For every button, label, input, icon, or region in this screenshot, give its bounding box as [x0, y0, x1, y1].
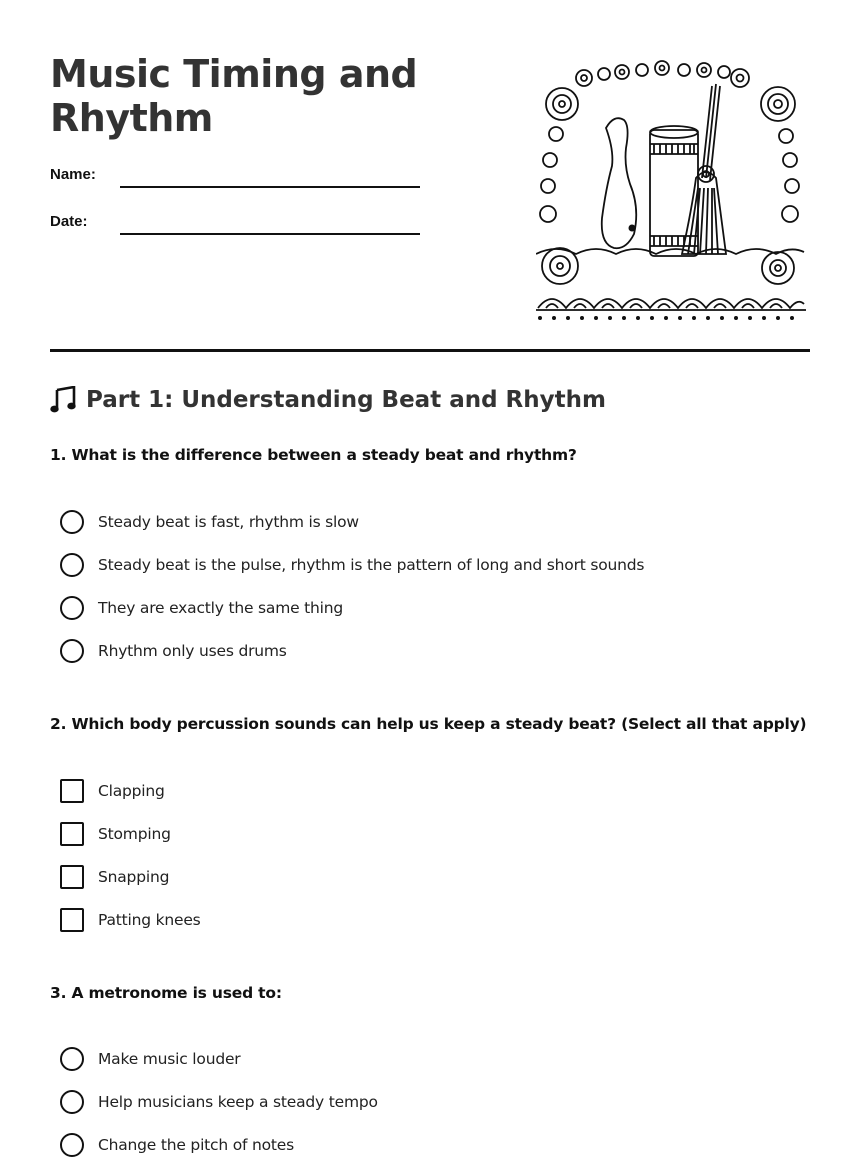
music-note-icon — [50, 386, 76, 414]
option-label: Steady beat is fast, rhythm is slow — [98, 513, 359, 531]
question-2-text: 2. Which body percussion sounds can help us keep a steady beat? (Select all that apply) — [50, 715, 807, 733]
option-label: Rhythm only uses drums — [98, 642, 287, 660]
q2-option-1[interactable] — [60, 778, 165, 804]
option-label: Clapping — [98, 782, 165, 800]
q3-option-3[interactable] — [60, 1132, 294, 1158]
option-label: Help musicians keep a steady tempo — [98, 1093, 378, 1111]
q1-option-1[interactable] — [60, 509, 359, 535]
radio-button[interactable] — [60, 1133, 84, 1157]
name-label: Name: — [50, 166, 96, 183]
radio-button[interactable] — [60, 1047, 84, 1071]
section-heading-part1 — [50, 386, 606, 414]
radio-button[interactable] — [60, 553, 84, 577]
header-divider — [50, 349, 810, 352]
option-label: Make music louder — [98, 1050, 241, 1068]
section-heading-text: Part 1: Understanding Beat and Rhythm — [86, 387, 606, 413]
radio-button[interactable] — [60, 1090, 84, 1114]
question-3-text: 3. A metronome is used to: — [50, 984, 282, 1002]
checkbox[interactable] — [60, 908, 84, 932]
option-label: Steady beat is the pulse, rhythm is the pattern of long and short sounds — [98, 556, 645, 574]
option-label: Change the pitch of notes — [98, 1136, 294, 1154]
name-field[interactable] — [120, 186, 420, 188]
worksheet-title: Music Timing and Rhythm — [50, 52, 418, 140]
question-1-text: 1. What is the difference between a steady beat and rhythm? — [50, 446, 577, 464]
percussion-instruments-illustration — [536, 58, 806, 324]
radio-button[interactable] — [60, 596, 84, 620]
q3-option-1[interactable] — [60, 1046, 240, 1072]
date-label: Date: — [50, 213, 88, 230]
q2-option-2[interactable] — [60, 821, 171, 847]
radio-button[interactable] — [60, 510, 84, 534]
q2-option-3[interactable] — [60, 864, 169, 890]
q2-option-4[interactable] — [60, 907, 201, 933]
option-label: They are exactly the same thing — [98, 599, 344, 617]
option-label: Patting knees — [98, 911, 201, 929]
date-field[interactable] — [120, 233, 420, 235]
radio-button[interactable] — [60, 639, 84, 663]
option-label: Stomping — [98, 825, 171, 843]
checkbox[interactable] — [60, 822, 84, 846]
checkbox[interactable] — [60, 865, 84, 889]
option-label: Snapping — [98, 868, 170, 886]
q1-option-4[interactable] — [60, 638, 287, 664]
q3-option-2[interactable] — [60, 1089, 378, 1115]
checkbox[interactable] — [60, 779, 84, 803]
q1-option-3[interactable] — [60, 595, 343, 621]
q1-option-2[interactable] — [60, 552, 644, 578]
